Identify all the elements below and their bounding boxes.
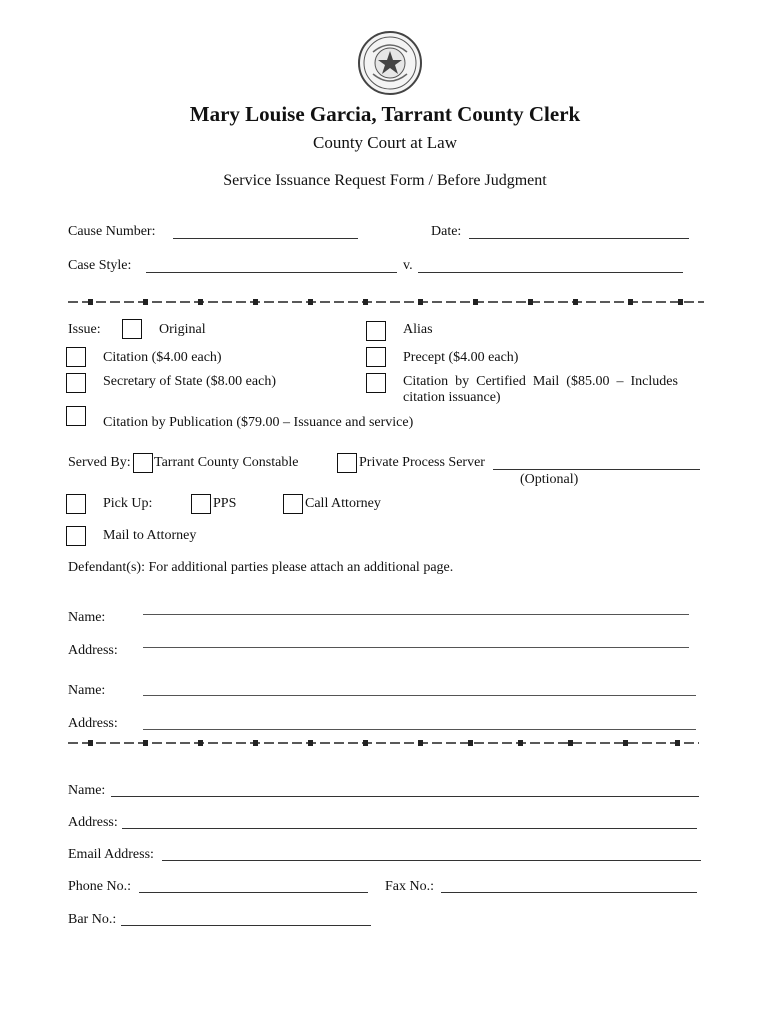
court-name: County Court at Law xyxy=(312,133,457,152)
defendants-note: Defendant(s): For additional parties please attach an additional page. xyxy=(68,560,454,575)
defendant-1-address-label: Address: xyxy=(68,643,118,658)
versus-field[interactable] xyxy=(418,272,683,273)
attorney-name-field[interactable] xyxy=(111,796,699,797)
county-seal xyxy=(357,30,423,96)
attorney-bar-field[interactable] xyxy=(121,925,371,926)
pps-checkbox[interactable] xyxy=(191,494,211,514)
served-by-label: Served By: xyxy=(68,455,131,470)
pick-up-label: Pick Up: xyxy=(103,496,153,511)
precept-label: Precept ($4.00 each) xyxy=(403,350,519,365)
versus-label: v. xyxy=(403,258,413,273)
attorney-phone-field[interactable] xyxy=(139,892,368,893)
dashed-separator xyxy=(68,298,704,306)
mail-to-attorney-checkbox[interactable] xyxy=(66,526,86,546)
date-label: Date: xyxy=(431,224,462,239)
defendant-2-address-label: Address: xyxy=(68,716,118,731)
defendant-1-name-field[interactable] xyxy=(143,614,689,615)
citation-label: Citation ($4.00 each) xyxy=(103,350,222,365)
defendant-2-name-field[interactable] xyxy=(143,695,696,696)
issue-label: Issue: xyxy=(68,322,101,337)
alias-label: Alias xyxy=(403,322,433,337)
cause-number-field[interactable] xyxy=(173,238,358,239)
publication-label: Citation by Publication ($79.00 – Issuance and service) xyxy=(103,415,414,430)
defendant-1-name-label: Name: xyxy=(68,610,106,625)
certified-mail-label-line1: Citation by Certified Mail ($85.00 – Includes xyxy=(403,374,678,389)
defendant-1-address-field[interactable] xyxy=(143,647,689,648)
attorney-email-label: Email Address: xyxy=(68,847,154,862)
original-label: Original xyxy=(159,322,206,337)
case-style-label: Case Style: xyxy=(68,258,132,273)
attorney-address-field[interactable] xyxy=(122,828,697,829)
secretary-of-state-label: Secretary of State ($8.00 each) xyxy=(103,374,276,389)
date-field[interactable] xyxy=(469,238,689,239)
private-server-field[interactable] xyxy=(493,469,700,470)
pick-up-checkbox[interactable] xyxy=(66,494,86,514)
mail-to-attorney-label: Mail to Attorney xyxy=(103,528,197,543)
original-checkbox[interactable] xyxy=(122,319,142,339)
pps-label: PPS xyxy=(213,496,237,511)
constable-label: Tarrant County Constable xyxy=(154,455,299,470)
precept-checkbox[interactable] xyxy=(366,347,386,367)
attorney-address-label: Address: xyxy=(68,815,118,830)
attorney-bar-label: Bar No.: xyxy=(68,912,117,927)
private-server-label: Private Process Server xyxy=(359,455,485,470)
call-attorney-label: Call Attorney xyxy=(305,496,381,511)
certified-mail-checkbox[interactable] xyxy=(366,373,386,393)
certified-mail-label-line2: citation issuance) xyxy=(403,390,501,405)
attorney-name-label: Name: xyxy=(68,783,106,798)
optional-label: (Optional) xyxy=(520,472,579,487)
case-style-field[interactable] xyxy=(146,272,397,273)
secretary-of-state-checkbox[interactable] xyxy=(66,373,86,393)
defendant-2-name-label: Name: xyxy=(68,683,106,698)
cause-number-label: Cause Number: xyxy=(68,224,156,239)
defendant-2-address-field[interactable] xyxy=(143,729,696,730)
dashed-separator-2 xyxy=(68,739,699,747)
attorney-phone-label: Phone No.: xyxy=(68,879,131,894)
private-server-checkbox[interactable] xyxy=(337,453,357,473)
page-title: Mary Louise Garcia, Tarrant County Clerk xyxy=(189,102,581,126)
attorney-fax-label: Fax No.: xyxy=(385,879,434,894)
constable-checkbox[interactable] xyxy=(133,453,153,473)
publication-checkbox[interactable] xyxy=(66,406,86,426)
form-title: Service Issuance Request Form / Before Judgment xyxy=(223,172,547,189)
call-attorney-checkbox[interactable] xyxy=(283,494,303,514)
citation-checkbox[interactable] xyxy=(66,347,86,367)
attorney-fax-field[interactable] xyxy=(441,892,697,893)
alias-checkbox[interactable] xyxy=(366,321,386,341)
county-seal-icon xyxy=(357,30,423,96)
attorney-email-field[interactable] xyxy=(162,860,701,861)
